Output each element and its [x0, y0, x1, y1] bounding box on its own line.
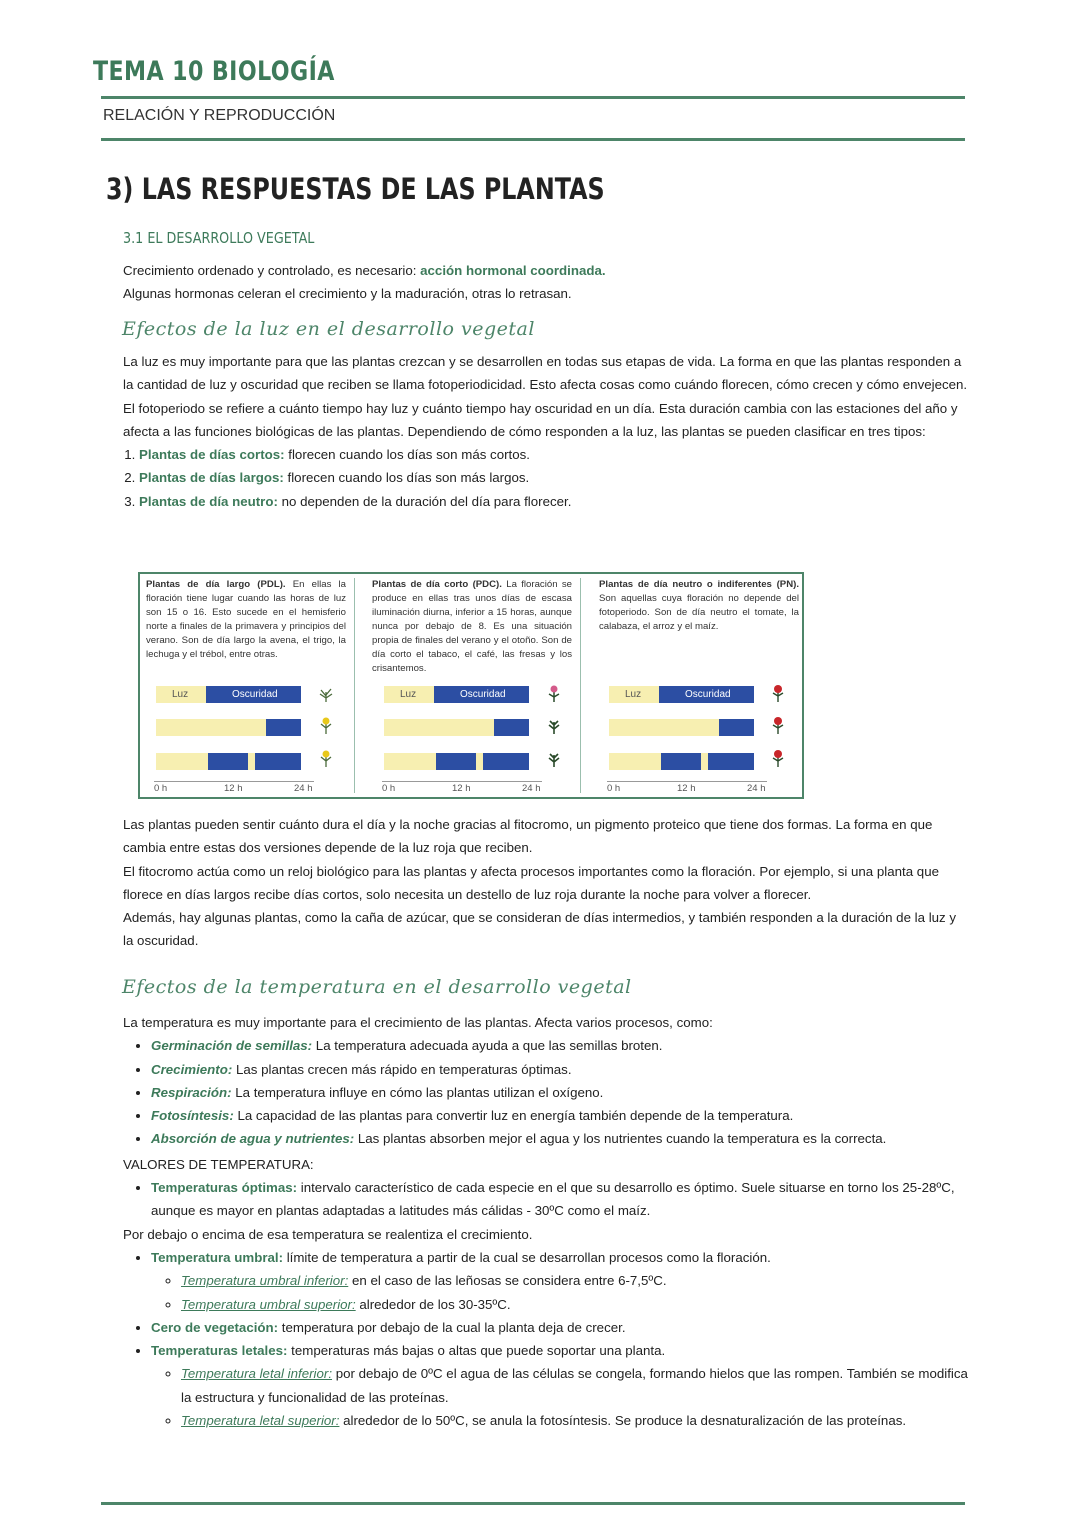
tick-label: 24 h: [522, 783, 541, 794]
dark-label: Oscuridad: [685, 689, 731, 700]
bar-row: [384, 719, 529, 736]
lethal-low-term: Temperatura letal inferior:: [181, 1366, 333, 1382]
process-term: Respiración:: [151, 1084, 232, 1100]
tick-label: 12 h: [452, 783, 471, 794]
list-item: [151, 1339, 968, 1432]
bar-row: [384, 753, 529, 770]
bar-row: [609, 719, 754, 736]
list-item: [151, 1246, 968, 1316]
time-axis: [382, 781, 542, 782]
tick-label: 24 h: [747, 783, 766, 794]
light-label: Luz: [172, 689, 189, 700]
dark-segment: [255, 753, 301, 770]
dark-segment: [266, 719, 301, 736]
panel-text: [372, 578, 572, 676]
tick-label: 12 h: [677, 783, 696, 794]
footer-rule: [101, 1502, 965, 1505]
panel-divider: [354, 578, 355, 793]
list-item: [151, 1127, 968, 1150]
flowering-plant-icon: [318, 749, 334, 767]
page-subtitle: RELACIÓN Y REPRODUCCIÓN: [103, 107, 336, 124]
plant-type-desc: florecen cuando los días son más largos.: [283, 470, 530, 486]
threshold-desc: límite de temperatura a partir de la cual se desarrollan procesos como la floración.: [283, 1249, 771, 1265]
tick-label: 0 h: [382, 783, 396, 794]
light-block: [123, 350, 968, 513]
list-item: [181, 1362, 968, 1409]
process-term: Fotosíntesis:: [151, 1108, 234, 1124]
subsection-heading: 3.1 EL DESARROLLO VEGETAL: [123, 229, 315, 247]
light-paragraph-5: Además, hay algunas plantas, como la caña de azúcar, que se consideran de días intermedios, y también responden a la duración de la luz y la oscuridad.: [123, 910, 957, 949]
threshold-high-desc: alrededor de los 30-35ºC.: [355, 1296, 511, 1312]
panel-long-day: [140, 574, 354, 797]
process-term: Germinación de semillas:: [151, 1038, 313, 1054]
tomato-plant-icon: [770, 716, 786, 734]
dark-segment: [661, 753, 701, 770]
section-heading: 3) LAS RESPUESTAS DE LAS PLANTAS: [106, 172, 605, 206]
plant-types-list: [123, 443, 968, 513]
intro-line2: Algunas hormonas celeran el crecimiento y la maduración, otras lo retrasan.: [123, 286, 572, 302]
light-paragraph-1: La luz es muy importante para que las plantas crezcan y se desarrollen en todas sus etapas de vida. La forma en que las plantas responden a la cantidad de luz y oscuridad que reciben se llama fotoperiodicidad. Esto afecta cosas como cuándo florecen, cómo crecen y cómo envejecen.: [123, 354, 968, 393]
dark-segment: [708, 753, 754, 770]
photoperiod-figure: [138, 572, 804, 799]
optimal-desc: intervalo característico de cada especie en el que su desarrollo es óptimo. Suele situarse en torno los 25-28ºC, aunque es mayor en plantas adaptadas a latitudes más cálidas - 30ºC como el maíz.: [151, 1180, 955, 1219]
bar-row: [609, 686, 754, 703]
lethal-high-term: Temperatura letal superior:: [181, 1413, 340, 1429]
light-paragraph-3: Las plantas pueden sentir cuánto dura el día y la noche gracias al fitocromo, un pigmento proteico que tiene dos formas. La forma en que cambia entre estas dos versiones depende de la luz roja que reciben.: [123, 817, 933, 856]
panel-text: [146, 578, 346, 662]
bar-row: [609, 753, 754, 770]
flowering-plant-icon: [546, 684, 562, 702]
list-item: [139, 466, 968, 489]
tomato-plant-icon: [770, 749, 786, 767]
process-desc: La temperatura influye en cómo las plantas utilizan el oxígeno.: [231, 1084, 604, 1100]
plant-icon: [546, 716, 562, 734]
dark-label: Oscuridad: [232, 689, 278, 700]
list-item: [151, 1176, 968, 1223]
dark-segment: [494, 719, 529, 736]
list-item: [181, 1293, 968, 1316]
bar-row: [156, 753, 301, 770]
plant-type-desc: florecen cuando los días son más cortos.: [284, 447, 530, 463]
list-item: [151, 1034, 968, 1057]
intro-line1-bold: acción hormonal coordinada.: [420, 263, 606, 278]
threshold-low-desc: en el caso de las leñosas se considera entre 6-7,5ºC.: [348, 1273, 667, 1289]
tick-label: 12 h: [224, 783, 243, 794]
temperature-block: [123, 1011, 968, 1432]
process-term: Crecimiento:: [151, 1061, 233, 1077]
dark-segment: [208, 753, 248, 770]
optimal-term: Temperaturas óptimas:: [151, 1180, 298, 1196]
light-paragraph-4: El fitocromo actúa como un reloj biológico para las plantas y afecta procesos importantes como la floración. Por ejemplo, si una planta que florece en días largos recibe días cortos, solo necesita un destello de luz roja durante la noche para volver a florecer.: [123, 863, 939, 902]
flowering-plant-icon: [318, 716, 334, 734]
plant-type-desc: no dependen de la duración del día para florecer.: [277, 493, 572, 509]
panel-neutral-day: [593, 574, 804, 797]
light-paragraph-2: El fotoperiodo se refiere a cuánto tiempo hay luz y cuánto tiempo hay oscuridad en un día. Esta duración cambia con las estaciones del año y afecta a las funciones biológicas de las plantas. Dependiendo de cómo responden a la luz, las plantas se pueden clasificar en tres tipos:: [123, 400, 958, 439]
zero-desc: temperatura por debajo de la cual la planta deja de crecer.: [278, 1319, 626, 1335]
processes-list: [123, 1034, 968, 1150]
tomato-plant-icon: [770, 684, 786, 702]
bar-row: [156, 686, 301, 703]
phytochrome-block: [123, 813, 968, 953]
time-axis: [154, 781, 314, 782]
list-item: [151, 1104, 968, 1127]
threshold-term: Temperatura umbral:: [151, 1249, 284, 1265]
flowering-plant-icon: [318, 684, 334, 702]
bar-row: [384, 686, 529, 703]
list-item: [151, 1058, 968, 1081]
process-desc: La capacidad de las plantas para convertir luz en energía también depende de la temperatura.: [233, 1108, 794, 1124]
panel-title: Plantas de día neutro o indiferentes (PN).: [599, 579, 799, 590]
panel-description: La floración se produce en ellas tras unos días de escasa iluminación diurna, inferior a 15 horas, aunque nunca por debajo de 8. Es una situación propia de finales del verano y el otoño. Son de día corto el tabaco, el café, las fresas y los crisantemos.: [372, 579, 573, 674]
lethal-high-desc: alrededor de lo 50ºC, se anula la fotosíntesis. Se produce la desnaturalización de las proteínas.: [339, 1413, 907, 1429]
below-above-text: Por debajo o encima de esa temperatura se realentiza el crecimiento.: [123, 1226, 533, 1242]
lethal-desc: temperaturas más bajas o altas que puede soportar una planta.: [287, 1343, 666, 1359]
lethal-sublist: [151, 1362, 968, 1432]
panel-title: Plantas de día largo (PDL).: [146, 579, 286, 590]
panel-text: [599, 578, 799, 634]
list-item: [151, 1081, 968, 1104]
dark-segment: [719, 719, 754, 736]
lethal-term: Temperaturas letales:: [151, 1343, 288, 1359]
tick-label: 24 h: [294, 783, 313, 794]
intro-block: [123, 259, 968, 306]
temperature-intro: La temperatura es muy importante para el crecimiento de las plantas. Afecta varios procesos, como:: [123, 1015, 713, 1030]
process-desc: Las plantas crecen más rápido en temperaturas óptimas.: [232, 1061, 572, 1077]
optimal-list: [123, 1176, 968, 1223]
list-item: [181, 1269, 968, 1292]
panel-description: En ellas la floración tiene lugar cuando las horas de luz son 15 o 16. Esto sucede en el hemisferio norte a finales de la primavera y principios del verano. Son de día largo la avena, el trigo, la lechuga y el trébol, entre otras.: [146, 579, 346, 660]
header-rule-top: [101, 96, 965, 99]
process-desc: Las plantas absorben mejor el agua y los nutrientes cuando la temperatura es la correcta.: [354, 1131, 887, 1147]
light-label: Luz: [400, 689, 417, 700]
temperature-heading: Efectos de la temperatura en el desarrollo vegetal: [122, 976, 632, 998]
plant-icon: [546, 749, 562, 767]
threshold-sublist: [151, 1269, 968, 1316]
values-label: VALORES DE TEMPERATURA:: [123, 1156, 314, 1172]
process-term: Absorción de agua y nutrientes:: [151, 1131, 355, 1147]
list-item: [139, 490, 968, 513]
panel-divider: [580, 578, 581, 793]
plant-type-term: Plantas de días cortos:: [139, 447, 285, 463]
panel-short-day: [366, 574, 582, 797]
dark-segment: [436, 753, 476, 770]
light-heading: Efectos de la luz en el desarrollo vegetal: [122, 318, 535, 340]
panel-title: Plantas de día corto (PDC).: [372, 579, 502, 590]
header-rule-bottom: [101, 138, 965, 141]
process-desc: La temperatura adecuada ayuda a que las semillas broten.: [312, 1038, 663, 1054]
dark-label: Oscuridad: [460, 689, 506, 700]
bar-row: [156, 719, 301, 736]
list-item: [151, 1316, 968, 1339]
page-title: TEMA 10 BIOLOGÍA: [93, 56, 335, 87]
tick-label: 0 h: [607, 783, 621, 794]
panel-description: Son aquellas cuya floración no depende del fotoperiodo. Son de día neutro el tomate, la calabaza, el arroz y el maíz.: [599, 593, 799, 632]
plant-type-term: Plantas de días largos:: [139, 470, 284, 486]
time-axis: [607, 781, 767, 782]
lethal-low-desc: por debajo de 0ºC el agua de las células se congela, formando hielos que las rompen. También se modifica la estructura y funcionalidad de las proteínas.: [181, 1366, 968, 1405]
list-item: [139, 443, 968, 466]
zero-term: Cero de vegetación:: [151, 1319, 279, 1335]
plant-type-term: Plantas de día neutro:: [139, 493, 278, 509]
threshold-low-term: Temperatura umbral inferior:: [181, 1273, 349, 1289]
threshold-high-term: Temperatura umbral superior:: [181, 1296, 356, 1312]
light-label: Luz: [625, 689, 642, 700]
thresholds-list: [123, 1246, 968, 1432]
list-item: [181, 1409, 968, 1432]
tick-label: 0 h: [154, 783, 168, 794]
intro-line1: Crecimiento ordenado y controlado, es necesario:: [123, 263, 421, 278]
dark-segment: [483, 753, 529, 770]
